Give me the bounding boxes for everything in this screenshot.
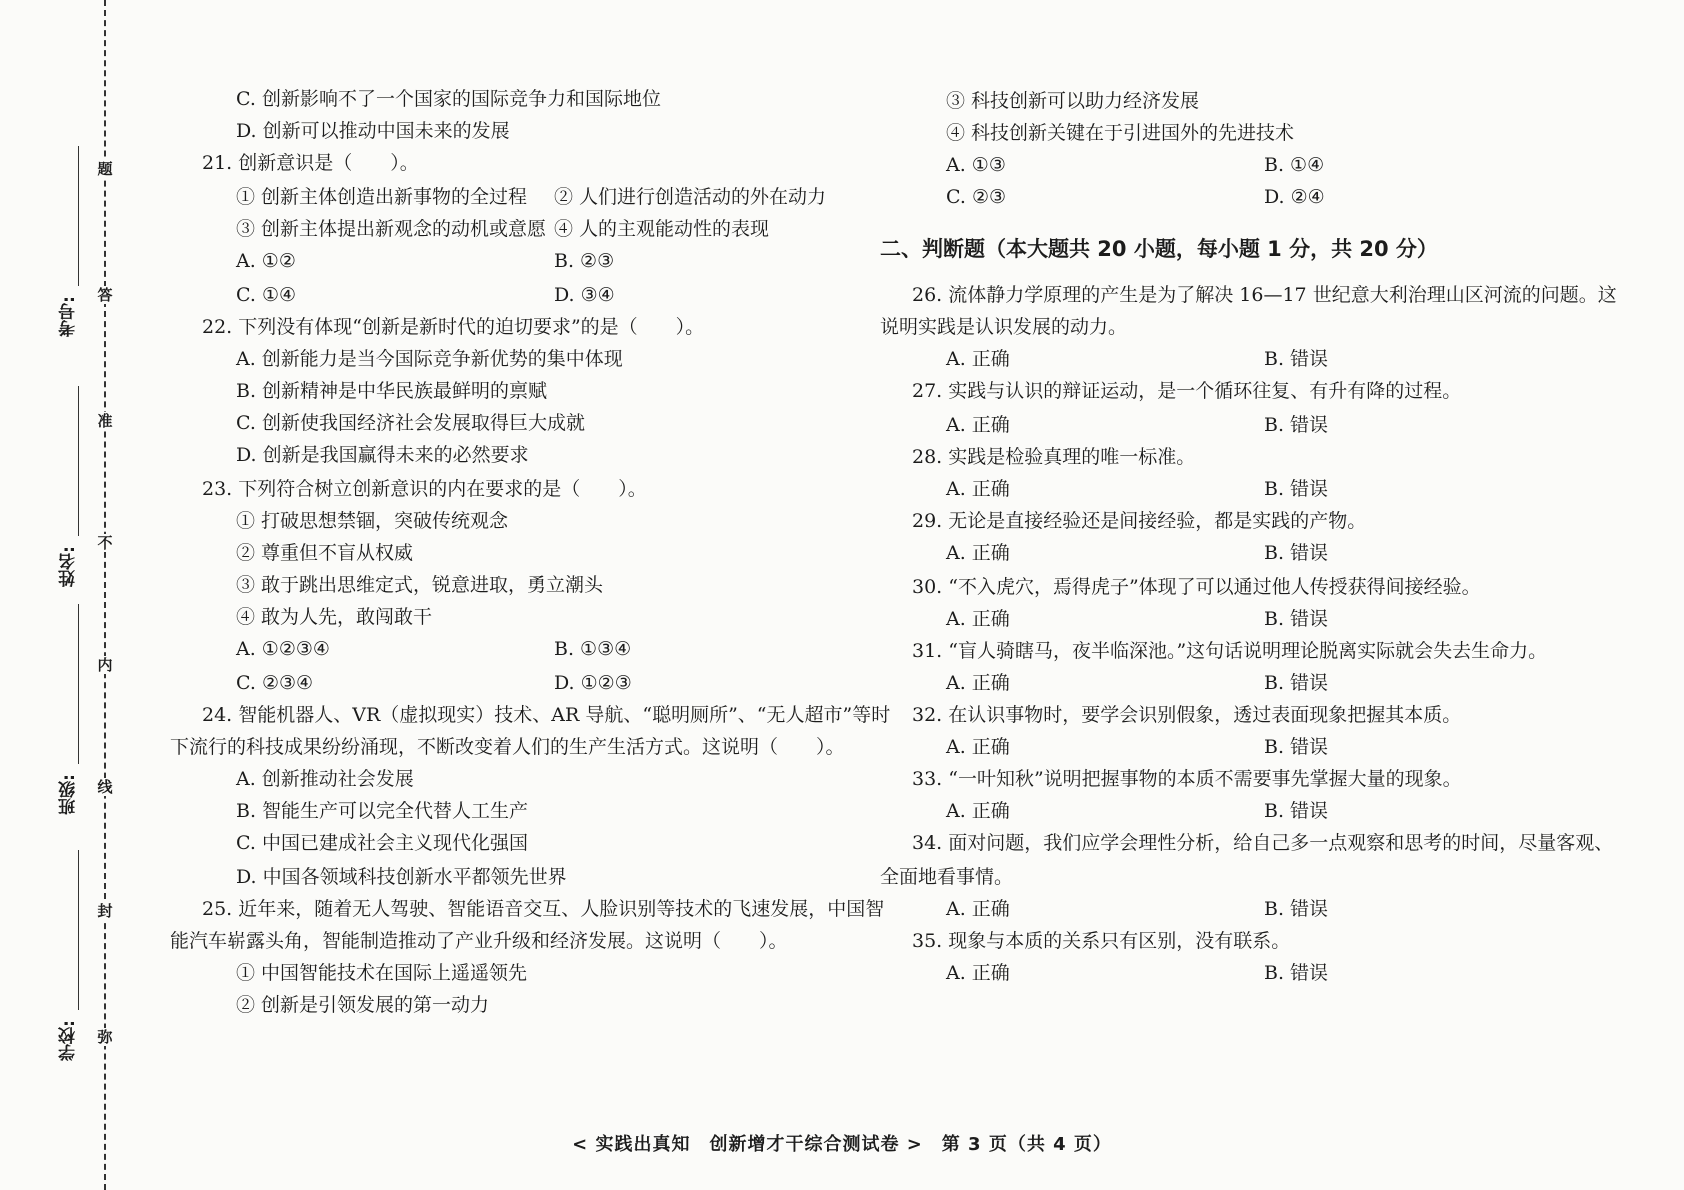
- option-text: C. 创新影响不了一个国家的国际竞争力和国际地位: [236, 88, 661, 110]
- statement: ② 尊重但不盲从权威: [236, 542, 414, 564]
- tf-row: [880, 670, 1595, 696]
- option-c[interactable]: C. 中国已建成社会主义现代化强国: [236, 832, 528, 854]
- option-a[interactable]: A. 创新能力是当今国际竞争新优势的集中体现: [236, 348, 623, 370]
- exam-number-field[interactable]: [56, 296, 84, 337]
- option-true[interactable]: A. 正确: [946, 962, 1010, 984]
- question-31: 31. “盲人骑瞎马，夜半临深池。”这句话说明理论脱离实际就会失去生命力。: [912, 640, 1548, 662]
- option-true[interactable]: A. 正确: [946, 348, 1010, 370]
- statement: ④ 敢为人先，敢闯敢干: [236, 606, 433, 628]
- option-a[interactable]: A. ①②: [236, 250, 296, 272]
- bleed-through-text: ⠀: [760, 96, 774, 117]
- tf-row: [880, 734, 1595, 760]
- question-24: 24. 智能机器人、VR（虚拟现实）技术、AR 导航、“聪明厕所”、“无人超市”等时: [202, 704, 891, 726]
- question-26: 26. 流体静力学原理的产生是为了解决 16—17 世纪意大利治理山区河流的问题。这: [912, 284, 1617, 306]
- option-d[interactable]: D. 创新是我国赢得未来的必然要求: [236, 444, 529, 466]
- section-heading: 二、判断题（本大题共 20 小题，每小题 1 分，共 20 分）: [880, 237, 1438, 261]
- statement-row: [170, 184, 850, 210]
- fill-line: [78, 146, 79, 286]
- question-26-cont: 说明实践是认识发展的动力。: [880, 316, 1128, 338]
- statement: ③ 敢于跳出思维定式，锐意进取，勇立潮头: [236, 574, 604, 596]
- option-c[interactable]: C. ②③: [946, 186, 1007, 208]
- question-25: 25. 近年来，随着无人驾驶、智能语音交互、人脸识别等技术的飞速发展，中国智: [202, 898, 885, 920]
- option-a[interactable]: A. ①③: [946, 154, 1006, 176]
- option-row: [170, 636, 850, 662]
- option-true[interactable]: A. 正确: [946, 542, 1010, 564]
- option-c[interactable]: C. ①④: [236, 284, 297, 306]
- option-row: [880, 184, 1595, 210]
- question-33: 33. “一叶知秋”说明把握事物的本质不需要事先掌握大量的现象。: [912, 768, 1462, 790]
- option-true[interactable]: A. 正确: [946, 736, 1010, 758]
- option-false[interactable]: B. 错误: [1264, 962, 1329, 984]
- question-25-cont: 能汽车崭露头角，智能制造推动了产业升级和经济发展。这说明（ ）。: [170, 930, 788, 952]
- statement-row: [170, 216, 850, 242]
- option-d[interactable]: D. ③④: [554, 284, 615, 306]
- option-row: [170, 248, 850, 274]
- statement: ③ 科技创新可以助力经济发展: [946, 90, 1200, 112]
- statement: ④ 科技创新关键在于引进国外的先进技术: [946, 122, 1295, 144]
- option-d[interactable]: D. ①②③: [554, 672, 632, 694]
- question-30: 30. “不入虎穴，焉得虎子”体现了可以通过他人传授获得间接经验。: [912, 576, 1481, 598]
- question-34-cont: 全面地看事情。: [880, 866, 1014, 888]
- option-false[interactable]: B. 错误: [1264, 542, 1329, 564]
- question-28: 28. 实践是检验真理的唯一标准。: [912, 446, 1196, 468]
- seal-word: 弥: [97, 1028, 113, 1046]
- option-true[interactable]: A. 正确: [946, 800, 1010, 822]
- statement: ③ 创新主体提出新观念的动机或意愿: [236, 218, 547, 240]
- name-field[interactable]: [56, 546, 84, 587]
- seal-word: 不: [97, 534, 113, 552]
- question-34: 34. 面对问题，我们应学会理性分析，给自己多一点观察和思考的时间，尽量客观、: [912, 832, 1614, 854]
- question-21: 21. 创新意识是（ ）。: [202, 152, 419, 174]
- statement: ① 打破思想禁锢，突破传统观念: [236, 510, 509, 532]
- question-27: 27. 实践与认识的辩证运动，是一个循环往复、有升有降的过程。: [912, 380, 1462, 402]
- class-field[interactable]: [56, 774, 84, 815]
- option-d[interactable]: D. ②④: [1264, 186, 1325, 208]
- option-true[interactable]: A. 正确: [946, 478, 1010, 500]
- option-true[interactable]: A. 正确: [946, 898, 1010, 920]
- class-label: 班级:: [59, 774, 79, 815]
- school-label: 学校:: [59, 1020, 79, 1061]
- binding-margin: [0, 0, 120, 1190]
- question-32: 32. 在认识事物时，要学会识别假象，透过表面现象把握其本质。: [912, 704, 1462, 726]
- option-b[interactable]: B. ②③: [554, 250, 615, 272]
- tf-row: [880, 346, 1595, 372]
- fill-line: [78, 850, 79, 1010]
- page-footer: < 实践出真知 创新增才干综合测试卷 > 第 3 页（共 4 页）: [572, 1134, 1112, 1155]
- option-b[interactable]: B. ①③④: [554, 638, 632, 660]
- option-false[interactable]: B. 错误: [1264, 478, 1329, 500]
- question-23: 23. 下列符合树立创新意识的内在要求的是（ ）。: [202, 478, 647, 500]
- tf-row: [880, 540, 1595, 566]
- question-22: 22. 下列没有体现“创新是新时代的迫切要求”的是（ ）。: [202, 316, 705, 338]
- option-false[interactable]: B. 错误: [1264, 800, 1329, 822]
- statement: ② 人们进行创造活动的外在动力: [554, 186, 827, 208]
- seal-word: 题: [97, 160, 113, 178]
- option-true[interactable]: A. 正确: [946, 608, 1010, 630]
- option-b[interactable]: B. 智能生产可以完全代替人工生产: [236, 800, 529, 822]
- option-a[interactable]: A. ①②③④: [236, 638, 330, 660]
- option-row: [880, 152, 1595, 178]
- option-false[interactable]: B. 错误: [1264, 898, 1329, 920]
- option-row: [170, 670, 850, 696]
- seal-word: 答: [97, 286, 113, 304]
- seal-dashed-line: [104, 0, 106, 1190]
- tf-row: [880, 960, 1595, 986]
- option-true[interactable]: A. 正确: [946, 672, 1010, 694]
- option-false[interactable]: B. 错误: [1264, 672, 1329, 694]
- statement: ① 创新主体创造出新事物的全过程: [236, 186, 528, 208]
- option-b[interactable]: B. ①④: [1264, 154, 1325, 176]
- question-35: 35. 现象与本质的关系只有区别，没有联系。: [912, 930, 1291, 952]
- option-a[interactable]: A. 创新推动社会发展: [236, 768, 414, 790]
- option-d[interactable]: D. 中国各领域科技创新水平都领先世界: [236, 866, 567, 888]
- option-false[interactable]: B. 错误: [1264, 736, 1329, 758]
- exam-number-label: 考号:: [59, 296, 79, 337]
- option-false[interactable]: B. 错误: [1264, 414, 1329, 436]
- name-label: 姓名:: [59, 546, 79, 587]
- tf-row: [880, 606, 1595, 632]
- seal-word: 线: [97, 778, 113, 796]
- option-true[interactable]: A. 正确: [946, 414, 1010, 436]
- question-24-cont: 下流行的科技成果纷纷涌现，不断改变着人们的生产生活方式。这说明（ ）。: [170, 736, 845, 758]
- option-b[interactable]: B. 创新精神是中华民族最鲜明的禀赋: [236, 380, 548, 402]
- seal-word: 内: [97, 656, 113, 674]
- tf-row: [880, 798, 1595, 824]
- question-29: 29. 无论是直接经验还是间接经验，都是实践的产物。: [912, 510, 1367, 532]
- school-field[interactable]: [56, 1020, 84, 1061]
- option-c[interactable]: C. 创新使我国经济社会发展取得巨大成就: [236, 412, 585, 434]
- option-text: D. 创新可以推动中国未来的发展: [236, 120, 510, 142]
- statement: ④ 人的主观能动性的表现: [554, 218, 770, 240]
- option-c[interactable]: C. ②③④: [236, 672, 314, 694]
- option-row: [170, 282, 850, 308]
- tf-row: [880, 896, 1595, 922]
- seal-word: 准: [97, 412, 113, 430]
- option-false[interactable]: B. 错误: [1264, 608, 1329, 630]
- statement: ① 中国智能技术在国际上遥遥领先: [236, 962, 528, 984]
- statement: ② 创新是引领发展的第一动力: [236, 994, 490, 1016]
- fill-line: [78, 604, 79, 764]
- tf-row: [880, 412, 1595, 438]
- seal-word: 封: [97, 902, 113, 920]
- tf-row: [880, 476, 1595, 502]
- option-false[interactable]: B. 错误: [1264, 348, 1329, 370]
- fill-line: [78, 386, 79, 536]
